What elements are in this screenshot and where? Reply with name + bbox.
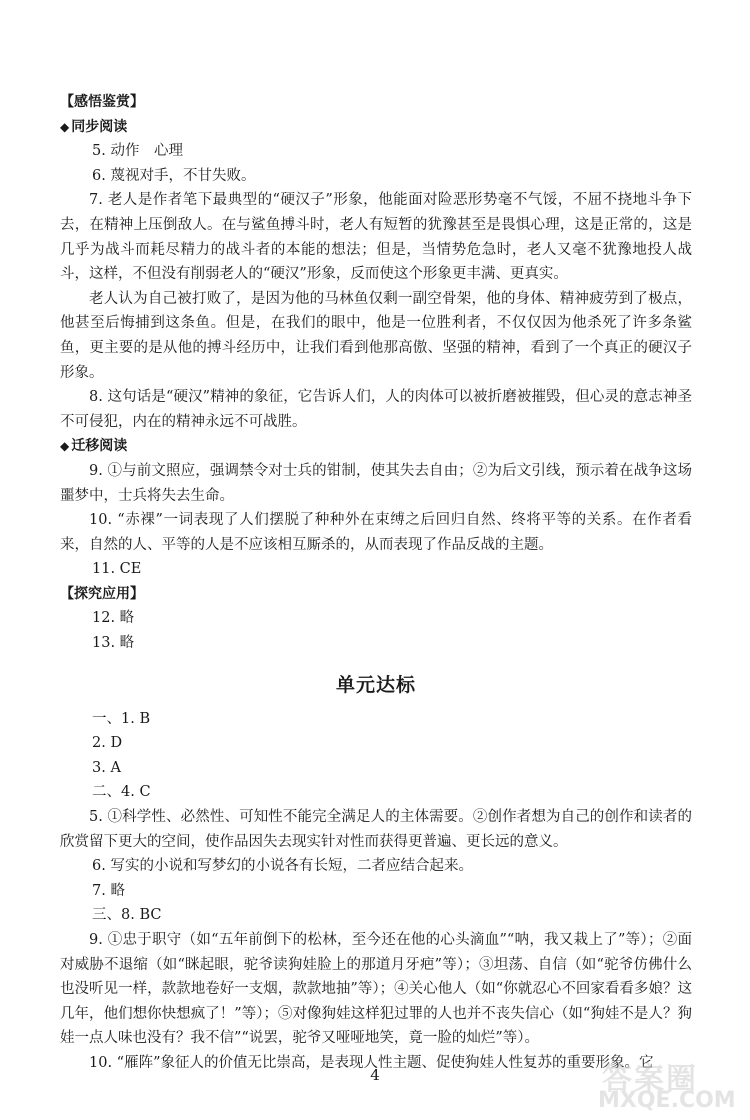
diamond-bullet-icon: ◆ bbox=[60, 119, 70, 134]
answer-13: 13. 略 bbox=[92, 635, 135, 652]
answer-6: 6. 蔑视对手，不甘失败。 bbox=[92, 167, 256, 184]
answer-7-continued: 老人认为自己被打败了，是因为他的马林鱼仅剩一副空骨架，他的身体、精神疲劳到了极点，他甚至后悔捕到这条鱼。但是，在我们的眼中，他是一位胜利者，不仅仅因为他杀死了许多条鲨鱼，更主要的是从他的搏斗经历中，让我们看到他那高傲、坚强的精神，看到了一个真正的硬汉子形象。 bbox=[60, 290, 692, 381]
unit-answer-5: 5. ①科学性、必然性、可知性不能完全满足人的主体需要。②创作者想为自己的创作和读者的欣赏留下更大的空间，使作品因失去现实针对性而获得更普遍、更长远的意义。 bbox=[60, 809, 692, 850]
unit-title: 单元达标 bbox=[335, 673, 416, 696]
unit-answer-9: 9. ①忠于职守（如“五年前倒下的松林，至今还在他的心头滴血”“呐，我又栽上了”等）；②面对威胁不退缩（如“眯起眼，驼爷读狗娃脸上的那道月牙疤”等）；③坦荡、自信（如“驼爷仿佛什么也没听见一样，款款地卷好一支烟，款款地抽”等）；④关心他人（如“你就忍心不回家看看多娘？这几年，他们想你快想疯了！”等）；⑤对像狗娃这样犯过罪的人也并不丧失信心（如“狗娃不是人？狗娃一点人味也没有？我不信”“说罢，驼爷又哑哑地笑，竟一脸的灿烂”等）。 bbox=[60, 932, 692, 1047]
unit-answer-4: 二、4. C bbox=[92, 784, 151, 801]
watermark-logo: 答案圈 bbox=[602, 1062, 698, 1097]
subsection-transfer-header bbox=[60, 434, 692, 459]
section-insight-header: 【感悟鉴赏】 bbox=[60, 94, 144, 110]
diamond-bullet-icon: ◆ bbox=[60, 439, 70, 454]
answer-5: 5. 动作 心理 bbox=[92, 143, 183, 160]
section-explore-header: 【探究应用】 bbox=[60, 585, 144, 602]
answer-11: 11. CE bbox=[92, 561, 142, 578]
sync-label: 同步阅读 bbox=[71, 118, 128, 135]
answer-10: 10. “赤裸”一词表现了人们摆脱了种种外在束缚之后回归自然、终将平等的关系。在作者看来，自然的人、平等的人是不应该相互厮杀的，从而表现了作品反战的主题。 bbox=[60, 512, 692, 553]
answer-7: 7. 老人是作者笔下最典型的“硬汉子”形象，他能面对险恶形势毫不气馁，不屈不挠地斗争下去，在精神上压倒敌人。在与鲨鱼搏斗时，老人有短暂的犹豫甚至是畏惧心理，这是正常的，这是几乎为战斗而耗尽精力的战斗者的本能的想法；但是，当情势危急时，老人又毫不犹豫地投人战斗，这样，不但没有削弱老人的“硬汉”形象，反而使这个形象更丰满、更真实。 bbox=[60, 192, 692, 283]
unit-answer-3: 3. A bbox=[92, 759, 121, 776]
unit-answer-7: 7. 略 bbox=[92, 882, 125, 899]
unit-answer-2: 2. D bbox=[92, 735, 123, 752]
unit-answer-10: 10. “雁阵”象征人的价值无比崇高，是表现人性主题、促使狗娃人性复苏的重要形象。它 bbox=[89, 1054, 654, 1071]
unit-answer-6: 6. 写实的小说和写梦幻的小说各有长短，二者应结合起来。 bbox=[92, 858, 473, 875]
page-number: 4 bbox=[370, 1066, 380, 1084]
watermark bbox=[592, 1054, 742, 1116]
unit-answer-1: 一、1. B bbox=[92, 710, 151, 727]
transfer-label: 迁移阅读 bbox=[71, 438, 128, 455]
document-body bbox=[60, 90, 692, 1076]
answer-8: 8. 这句话是“硬汉”精神的象征，它告诉人们，人的肉体可以被折磨被摧毁，但心灵的意志神圣不可侵犯，内在的精神永远不可战胜。 bbox=[60, 389, 692, 430]
unit-answer-8: 三、8. BC bbox=[92, 907, 162, 924]
answer-9: 9. ①与前文照应，强调禁令对士兵的钳制，使其失去自由；②为后文引线，预示着在战争这场噩梦中，士兵将失去生命。 bbox=[60, 462, 692, 504]
answer-12: 12. 略 bbox=[92, 610, 135, 627]
watermark-url: MXQE.COM bbox=[598, 1088, 736, 1113]
subsection-sync-header bbox=[60, 115, 692, 140]
